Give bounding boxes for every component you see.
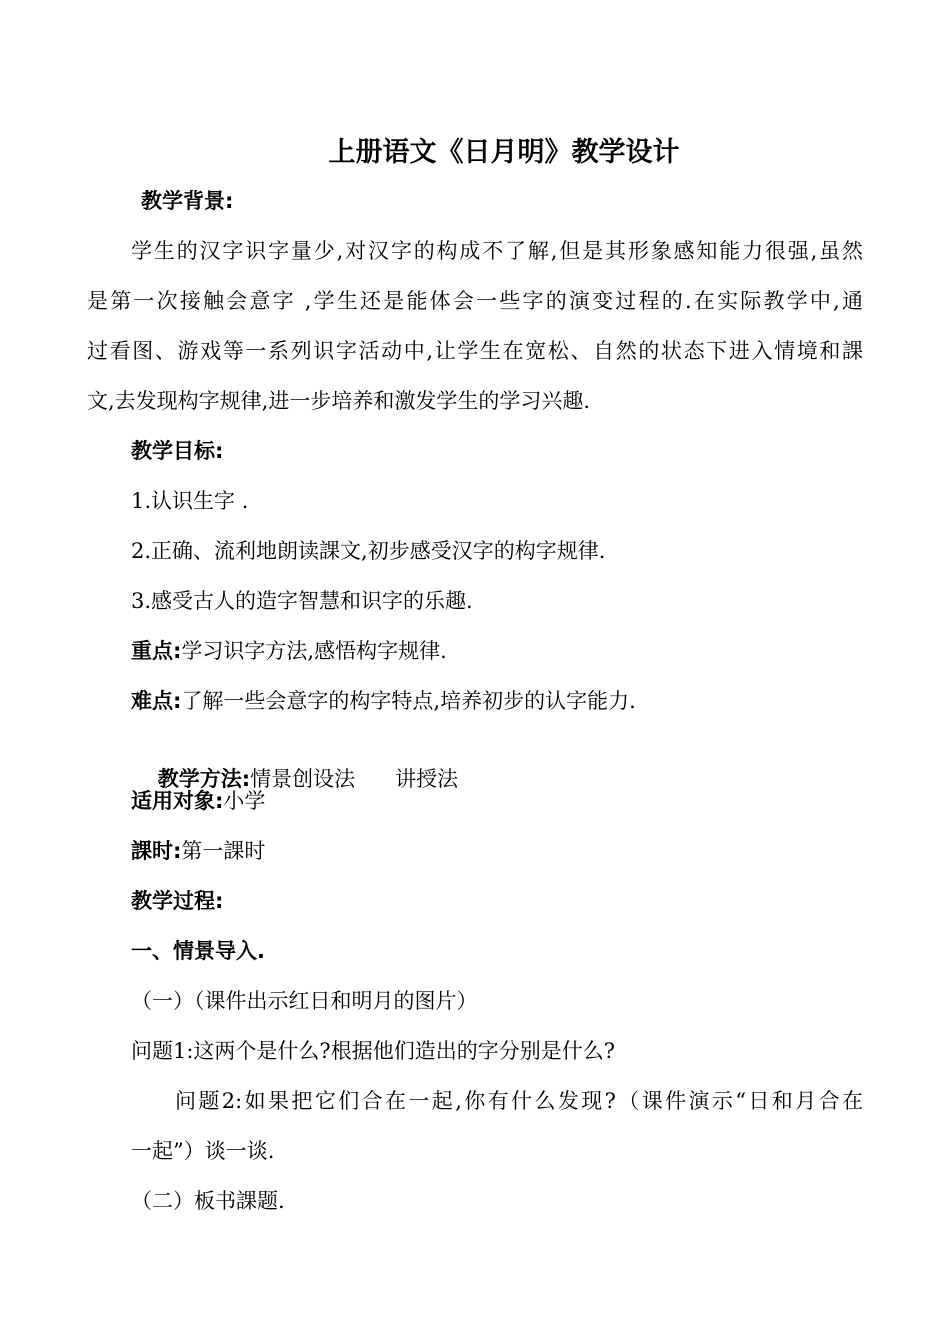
sub-section-1: （一）（课件出示红日和明月的图片） xyxy=(131,989,478,1013)
key-point-label: 重点: xyxy=(131,639,182,663)
goal-item-2: 2.正确、流利地朗读課文,初步感受汉字的构字规律. xyxy=(131,539,606,563)
question-1: 问题1:这两个是什么?根据他们造出的字分别是什么? xyxy=(131,1039,615,1063)
document-title: 上册语文《日月明》教学设计 xyxy=(328,137,680,168)
background-line-3: 过看图、游戏等一系列识字活动中,让学生在宽松、自然的状态下进入情境和課 xyxy=(87,339,863,363)
question-2-line-2: 一起”）谈一谈. xyxy=(131,1139,275,1163)
difficulty-label: 难点: xyxy=(131,689,182,713)
sub-section-2: （二）板书課题. xyxy=(131,1189,285,1213)
method-label: 教学方法: xyxy=(157,767,251,791)
difficulty-row xyxy=(131,687,636,715)
goal-item-3: 3.感受古人的造字智慧和识字的乐趣. xyxy=(131,589,473,613)
audience-row xyxy=(131,787,265,815)
background-line-1: 学生的汉字识字量少,对汉字的构成不了解,但是其形象感知能力很强,虽然 xyxy=(131,239,863,263)
period-row xyxy=(131,837,265,865)
audience-text: 小学 xyxy=(223,789,266,813)
section-1-heading: 一、情景导入. xyxy=(131,939,265,963)
audience-label: 适用对象: xyxy=(131,789,224,813)
period-label: 課时: xyxy=(131,839,182,863)
key-point-text: 学习识字方法,感悟构字规律. xyxy=(181,639,447,663)
difficulty-text: 了解一些会意字的构字特点,培养初步的认字能力. xyxy=(181,689,636,713)
key-point-row xyxy=(131,637,447,665)
background-line-4: 文,去发现构字规律,进一步培养和激发学生的学习兴趣. xyxy=(87,389,591,413)
question-2-line-1: 问题2:如果把它们合在一起,你有什么发现?（课件演示“日和月合在 xyxy=(175,1089,863,1113)
goals-heading: 教学目标: xyxy=(131,439,224,463)
period-text: 第一課时 xyxy=(181,839,266,863)
process-heading: 教学过程: xyxy=(131,889,224,913)
background-heading: 教学背景: xyxy=(141,189,234,213)
background-line-2: 是第一次接触会意字 ,学生还是能体会一些字的演变过程的.在实际教学中,通 xyxy=(87,289,863,313)
goal-item-1: 1.认识生字 . xyxy=(131,489,249,513)
method-text: 情景创设法 讲授法 xyxy=(250,767,459,791)
